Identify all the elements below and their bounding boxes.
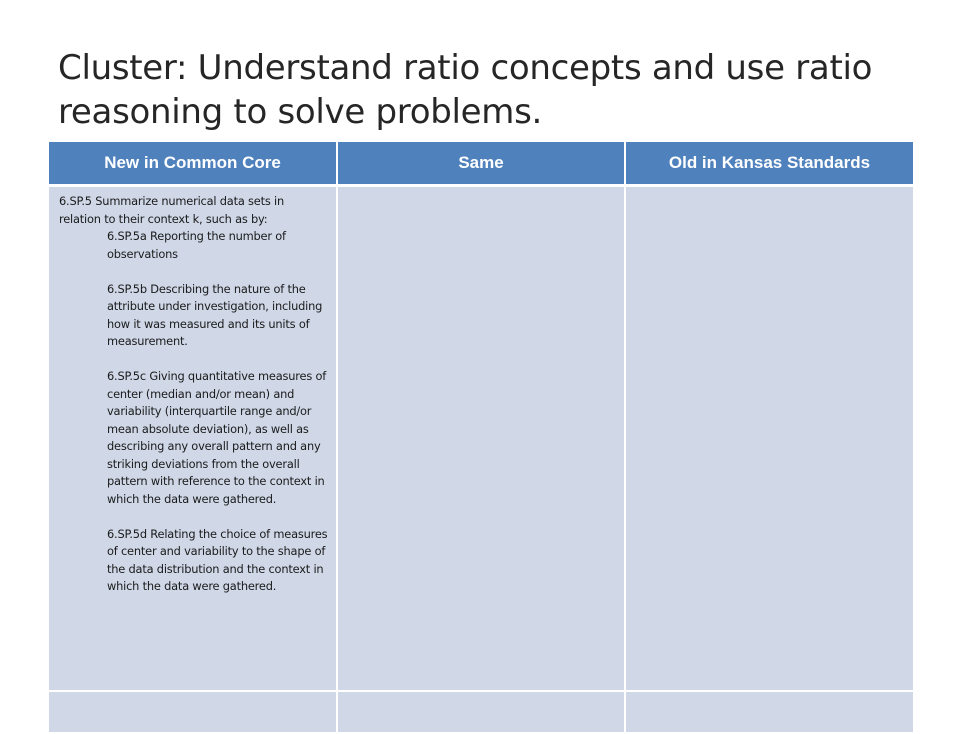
cell-same <box>337 691 625 733</box>
cell-new-in-common-core <box>48 691 337 733</box>
cell-old-in-kansas-standards <box>625 186 914 692</box>
header-new-in-common-core: New in Common Core <box>48 142 337 186</box>
header-old-in-kansas-standards: Old in Kansas Standards <box>625 142 914 186</box>
standard-6sp5d: 6.SP.5d Relating the choice of measures of center and variability to the shape of the data distribution and the context in which the data were gathered. <box>107 526 328 593</box>
header-same: Same <box>337 142 625 186</box>
table-row <box>48 186 914 692</box>
standard-6sp5c: 6.SP.5c Giving quantitative measures of center (median and/or mean) and variability (interquartile range and/or mean absolute deviation), as well as describing any overall pattern and any striking deviations from the overall pattern with reference to the context in which the data were gathered. <box>107 369 327 506</box>
slide-title: Cluster: Understand ratio concepts and use ratio reasoning to solve problems. <box>58 48 873 132</box>
table-row <box>48 691 914 733</box>
cell-old-in-kansas-standards <box>625 691 914 733</box>
standard-6sp5: 6.SP.5 Summarize numerical data sets in relation to their context k, such as by: <box>59 194 285 226</box>
table-header-row <box>48 142 914 186</box>
standard-6sp5a: 6.SP.5a Reporting the number of observations <box>107 229 286 261</box>
standard-6sp5b: 6.SP.5b Describing the nature of the attribute under investigation, including how it was measured and its units of measurement. <box>107 281 323 348</box>
standards-comparison-table <box>47 142 915 734</box>
cell-same <box>337 186 625 692</box>
cell-new-in-common-core <box>48 186 337 692</box>
